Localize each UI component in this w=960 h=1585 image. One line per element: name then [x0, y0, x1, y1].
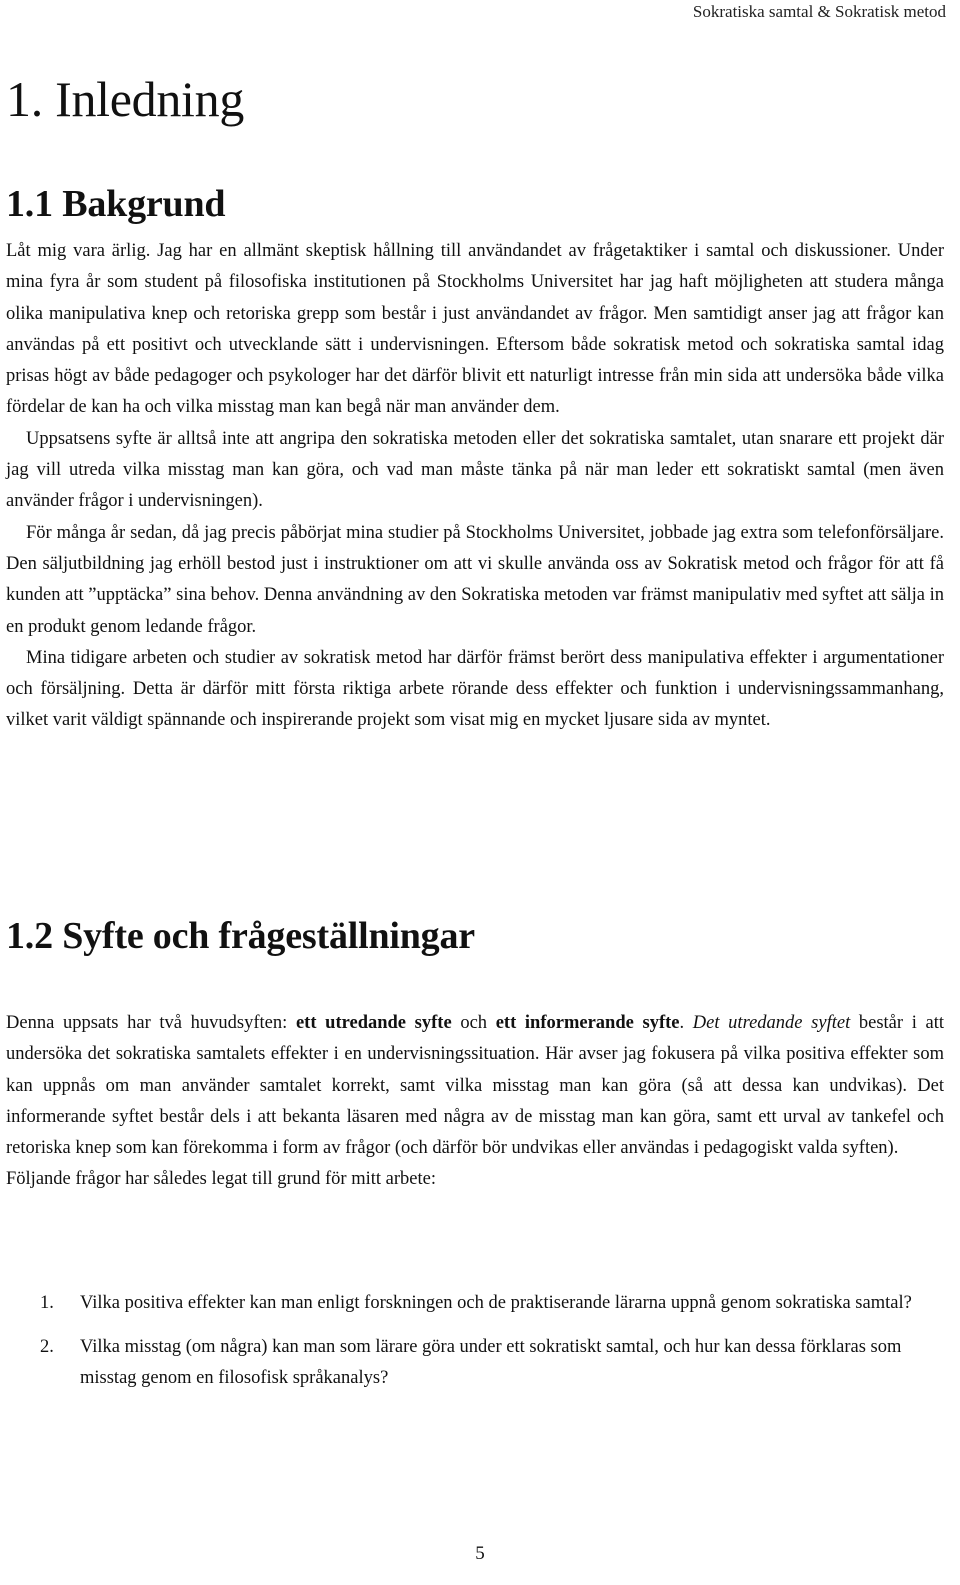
- section-title-syfte: 1.2 Syfte och frågeställningar: [6, 915, 475, 957]
- section-title-bakgrund: 1.1 Bakgrund: [6, 183, 226, 225]
- italic-term: Det utredande syftet: [692, 1013, 851, 1033]
- question-text: Vilka positiva effekter kan man enligt forskningen och de praktiserande lärarna uppnå genom sokratiska samtal?: [80, 1293, 912, 1313]
- question-number: 1.: [40, 1293, 54, 1313]
- section-body-syfte: [6, 1008, 944, 1196]
- bold-term: ett utredande syfte: [295, 1013, 452, 1033]
- question-item: [0, 1288, 944, 1320]
- page-number: 5: [475, 1543, 485, 1564]
- punctuation: .: [679, 1013, 693, 1033]
- running-head: Sokratiska samtal & Sokratisk metod: [692, 2, 946, 21]
- question-text: Vilka misstag (om några) kan man som lärare göra under ett sokratiskt samtal, och hur kan dessa förklaras som misstag genom en filosofisk språkanalys?: [80, 1336, 902, 1388]
- paragraph: Mina tidigare arbeten och studier av sokratisk metod har därför främst berört dess manipulativa effekter i argumentationer och försäljning. Detta är därför mitt första riktiga arbete rörande dess effekter och funktion i undervisningssammanhang, vilket varit väldigt spännande och inspirerande projekt som visat mig en mycket ljusare sida av myntet.: [6, 647, 944, 731]
- paragraph: Följande frågor har således legat till grund för mitt arbete:: [6, 1169, 436, 1190]
- bold-term: ett informerande syfte: [495, 1013, 680, 1033]
- chapter-title: 1. Inledning: [6, 71, 245, 127]
- intro-text: Denna uppsats har två huvudsyften:: [6, 1013, 296, 1033]
- question-list: [0, 1288, 944, 1407]
- paragraph: Låt mig vara ärlig. Jag har en allmänt skeptisk hållning till användandet av frågetaktiker i samtal och diskussioner. Under mina fyra år som student på filosofiska institutionen på Stockholms Universitet har jag haft möjligheten att studera många olika manipulativa knep och retoriska grepp som består i just användandet av frågor. Men samtidigt anser jag att frågor kan användas på ett positivt och utvecklande sätt i undervisningen. Eftersom både sokratisk metod och sokratiska samtal idag prisas högt av både pedagoger och psykologer har det därför blivit ett naturligt intresse från min sida att undersöka både vilka fördelar de kan ha och vilka misstag man kan begå när man använder dem.: [6, 241, 944, 418]
- paragraph: För många år sedan, då jag precis påbörjat mina studier på Stockholms Universitet, jobbade jag extra som telefonförsäljare. Den säljutbildning jag erhöll bestod just i instruktioner om att vi skulle använda oss av Sokratisk metod och frågor för att få kunden att ”upptäcka” sina behov. Denna användning av den Sokratiska metoden var främst manipulativ med syftet att sälja in en produkt genom ledande frågor.: [6, 522, 944, 637]
- conjunction: och: [451, 1013, 496, 1033]
- question-item: [0, 1332, 944, 1395]
- paragraph: [6, 1008, 944, 1164]
- intro-text: består i att undersöka det sokratiska samtalets effekter i en undervisningssituation. Här avser jag fokusera på vilka positiva effekter som kan uppnås om man använder samtalet korrekt, samt vilka misstag man kan göra (så att dessa kan undvikas). Det informerande syftet består dels i att bekanta läsaren med några av de misstag man kan göra, samt ett urval av tankefel och retoriska knep som kan förekomma i form av frågor (och därför bör undvikas eller användas i pedagogiskt valda syften).: [6, 1013, 945, 1159]
- question-number: 2.: [40, 1336, 54, 1357]
- section-body-bakgrund: [6, 236, 944, 737]
- paragraph: Uppsatsens syfte är alltså inte att angripa den sokratiska metoden eller det sokratiska samtalet, utan snarare ett projekt där jag vill utreda vilka misstag man kan göra, och vad man måste tänka på när man leder ett sokratiskt samtal (men även använder frågor i undervisningen).: [6, 428, 944, 512]
